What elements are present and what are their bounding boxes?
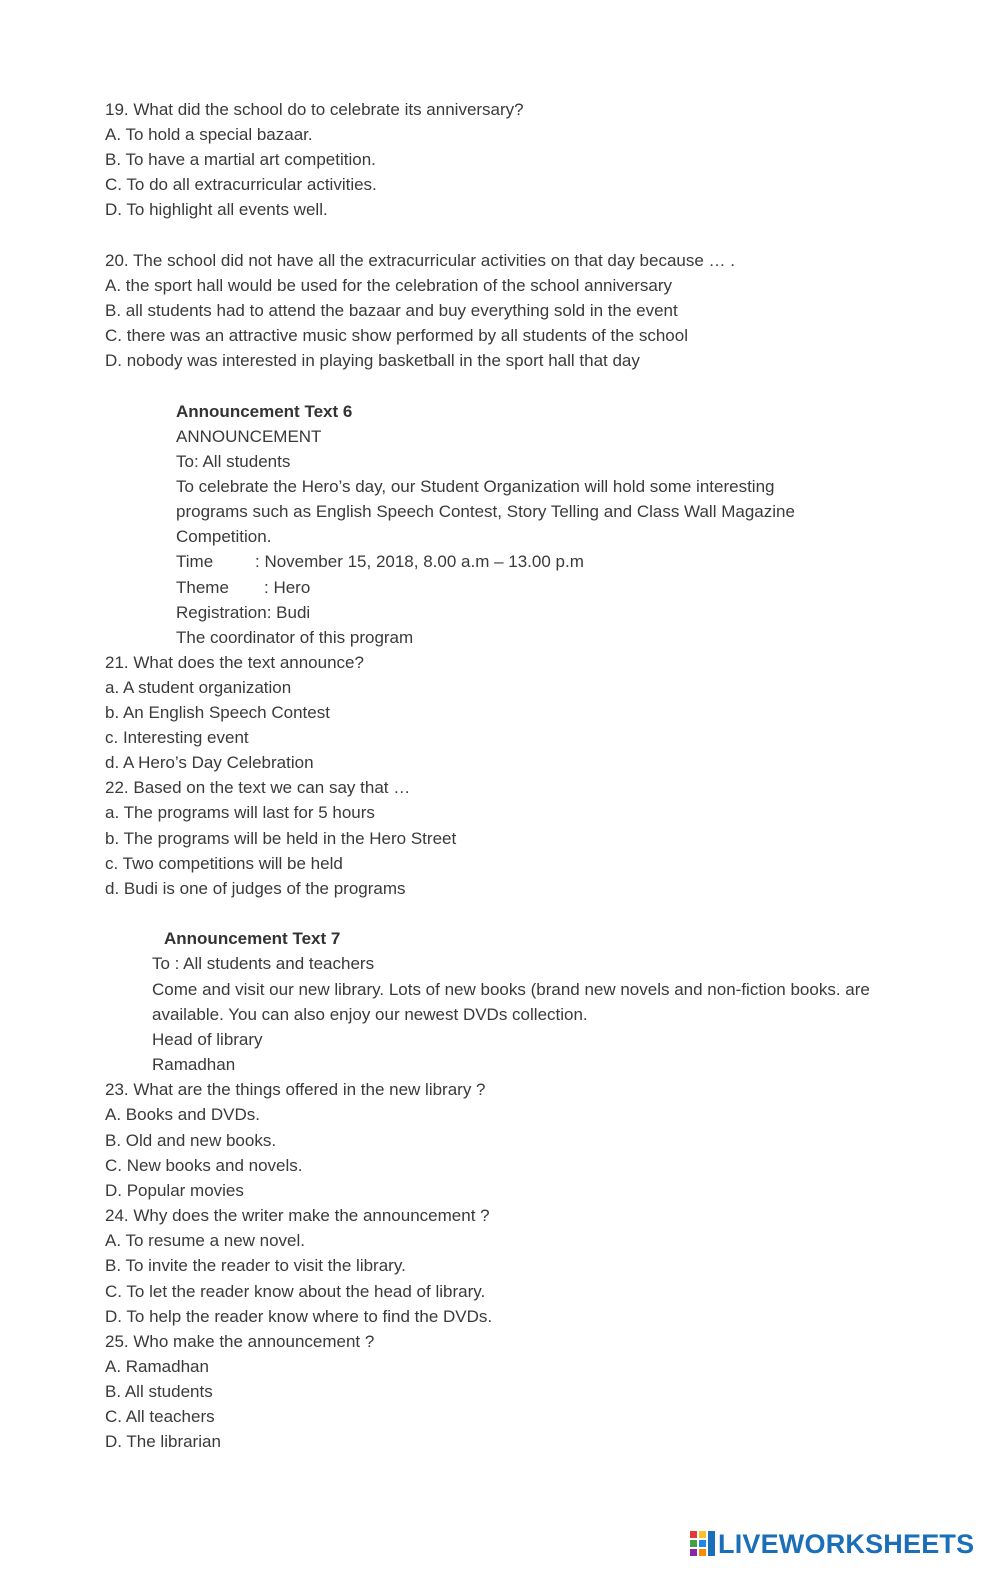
q23-option-d[interactable]: D. Popular movies	[105, 1181, 244, 1200]
announcement-6-theme-value: : Hero	[264, 578, 311, 597]
q21-option-b[interactable]: b. An English Speech Contest	[105, 703, 330, 722]
question-22: 22. Based on the text we can say that …	[105, 778, 411, 797]
q22-option-b[interactable]: b. The programs will be held in the Hero Street	[105, 829, 457, 848]
q22-option-a[interactable]: a. The programs will last for 5 hours	[105, 803, 375, 822]
question-20: 20. The school did not have all the extracurricular activities on that day because … .	[105, 251, 735, 270]
q25-option-b[interactable]: B. All students	[105, 1382, 213, 1401]
announcement-6-recipient: To: All students	[176, 452, 291, 471]
announcement-6-coordinator: The coordinator of this program	[176, 628, 414, 647]
q20-option-d[interactable]: D. nobody was interested in playing basketball in the sport hall that day	[105, 351, 640, 370]
q25-option-d[interactable]: D. The librarian	[105, 1432, 221, 1451]
q21-option-c[interactable]: c. Interesting event	[105, 728, 249, 747]
announcement-6-title: ANNOUNCEMENT	[176, 427, 322, 446]
announcement-6-heading: Announcement Text 6	[176, 402, 353, 421]
question-24: 24. Why does the writer make the announcement ?	[105, 1206, 490, 1225]
question-23: 23. What are the things offered in the new library ?	[105, 1080, 486, 1099]
announcement-6-theme-label: Theme	[176, 578, 229, 597]
q19-option-d[interactable]: D. To highlight all events well.	[105, 200, 328, 219]
announcement-7-body-line-2: available. You can also enjoy our newest DVDs collection.	[152, 1005, 588, 1024]
question-25: 25. Who make the announcement ?	[105, 1332, 375, 1351]
q19-option-b[interactable]: B. To have a martial art competition.	[105, 150, 376, 169]
liveworksheets-logo[interactable]	[690, 1528, 974, 1560]
announcement-6-body-line-1: To celebrate the Hero’s day, our Student Organization will hold some interesting	[176, 477, 775, 496]
announcement-7-signature-title: Head of library	[152, 1030, 263, 1049]
q25-option-c[interactable]: C. All teachers	[105, 1407, 215, 1426]
q23-option-c[interactable]: C. New books and novels.	[105, 1156, 303, 1175]
announcement-7-heading: Announcement Text 7	[164, 929, 341, 948]
q22-option-d[interactable]: d. Budi is one of judges of the programs	[105, 879, 406, 898]
announcement-6-time-value: : November 15, 2018, 8.00 a.m – 13.00 p.m	[255, 552, 584, 571]
announcement-7-recipient: To : All students and teachers	[152, 954, 375, 973]
announcement-6-time-label: Time	[176, 552, 214, 571]
q19-option-a[interactable]: A. To hold a special bazaar.	[105, 125, 313, 144]
q22-option-c[interactable]: c. Two competitions will be held	[105, 854, 343, 873]
announcement-6-body-line-2: programs such as English Speech Contest, Story Telling and Class Wall Magazine	[176, 502, 795, 521]
liveworksheets-logo-icon	[690, 1531, 716, 1557]
q21-option-a[interactable]: a. A student organization	[105, 678, 292, 697]
q25-option-a[interactable]: A. Ramadhan	[105, 1357, 209, 1376]
liveworksheets-logo-text: LIVEWORKSHEETS	[718, 1528, 975, 1559]
question-19: 19. What did the school do to celebrate its anniversary?	[105, 100, 524, 119]
q23-option-a[interactable]: A. Books and DVDs.	[105, 1105, 260, 1124]
q24-option-d[interactable]: D. To help the reader know where to find the DVDs.	[105, 1307, 493, 1326]
q19-option-c[interactable]: C. To do all extracurricular activities.	[105, 175, 377, 194]
q21-option-d[interactable]: d. A Hero’s Day Celebration	[105, 753, 314, 772]
announcement-7-signature-name: Ramadhan	[152, 1055, 236, 1074]
q24-option-c[interactable]: C. To let the reader know about the head of library.	[105, 1282, 486, 1301]
q20-option-a[interactable]: A. the sport hall would be used for the celebration of the school anniversary	[105, 276, 673, 295]
announcement-7-body-line-1: Come and visit our new library. Lots of new books (brand new novels and non-fiction books. are	[152, 980, 870, 999]
announcement-6-registration: Registration: Budi	[176, 603, 311, 622]
q20-option-b[interactable]: B. all students had to attend the bazaar and buy everything sold in the event	[105, 301, 678, 320]
question-21: 21. What does the text announce?	[105, 653, 364, 672]
q24-option-b[interactable]: B. To invite the reader to visit the library.	[105, 1256, 406, 1275]
q20-option-c[interactable]: C. there was an attractive music show performed by all students of the school	[105, 326, 688, 345]
announcement-6-body-line-3: Competition.	[176, 527, 272, 546]
q23-option-b[interactable]: B. Old and new books.	[105, 1131, 277, 1150]
q24-option-a[interactable]: A. To resume a new novel.	[105, 1231, 306, 1250]
